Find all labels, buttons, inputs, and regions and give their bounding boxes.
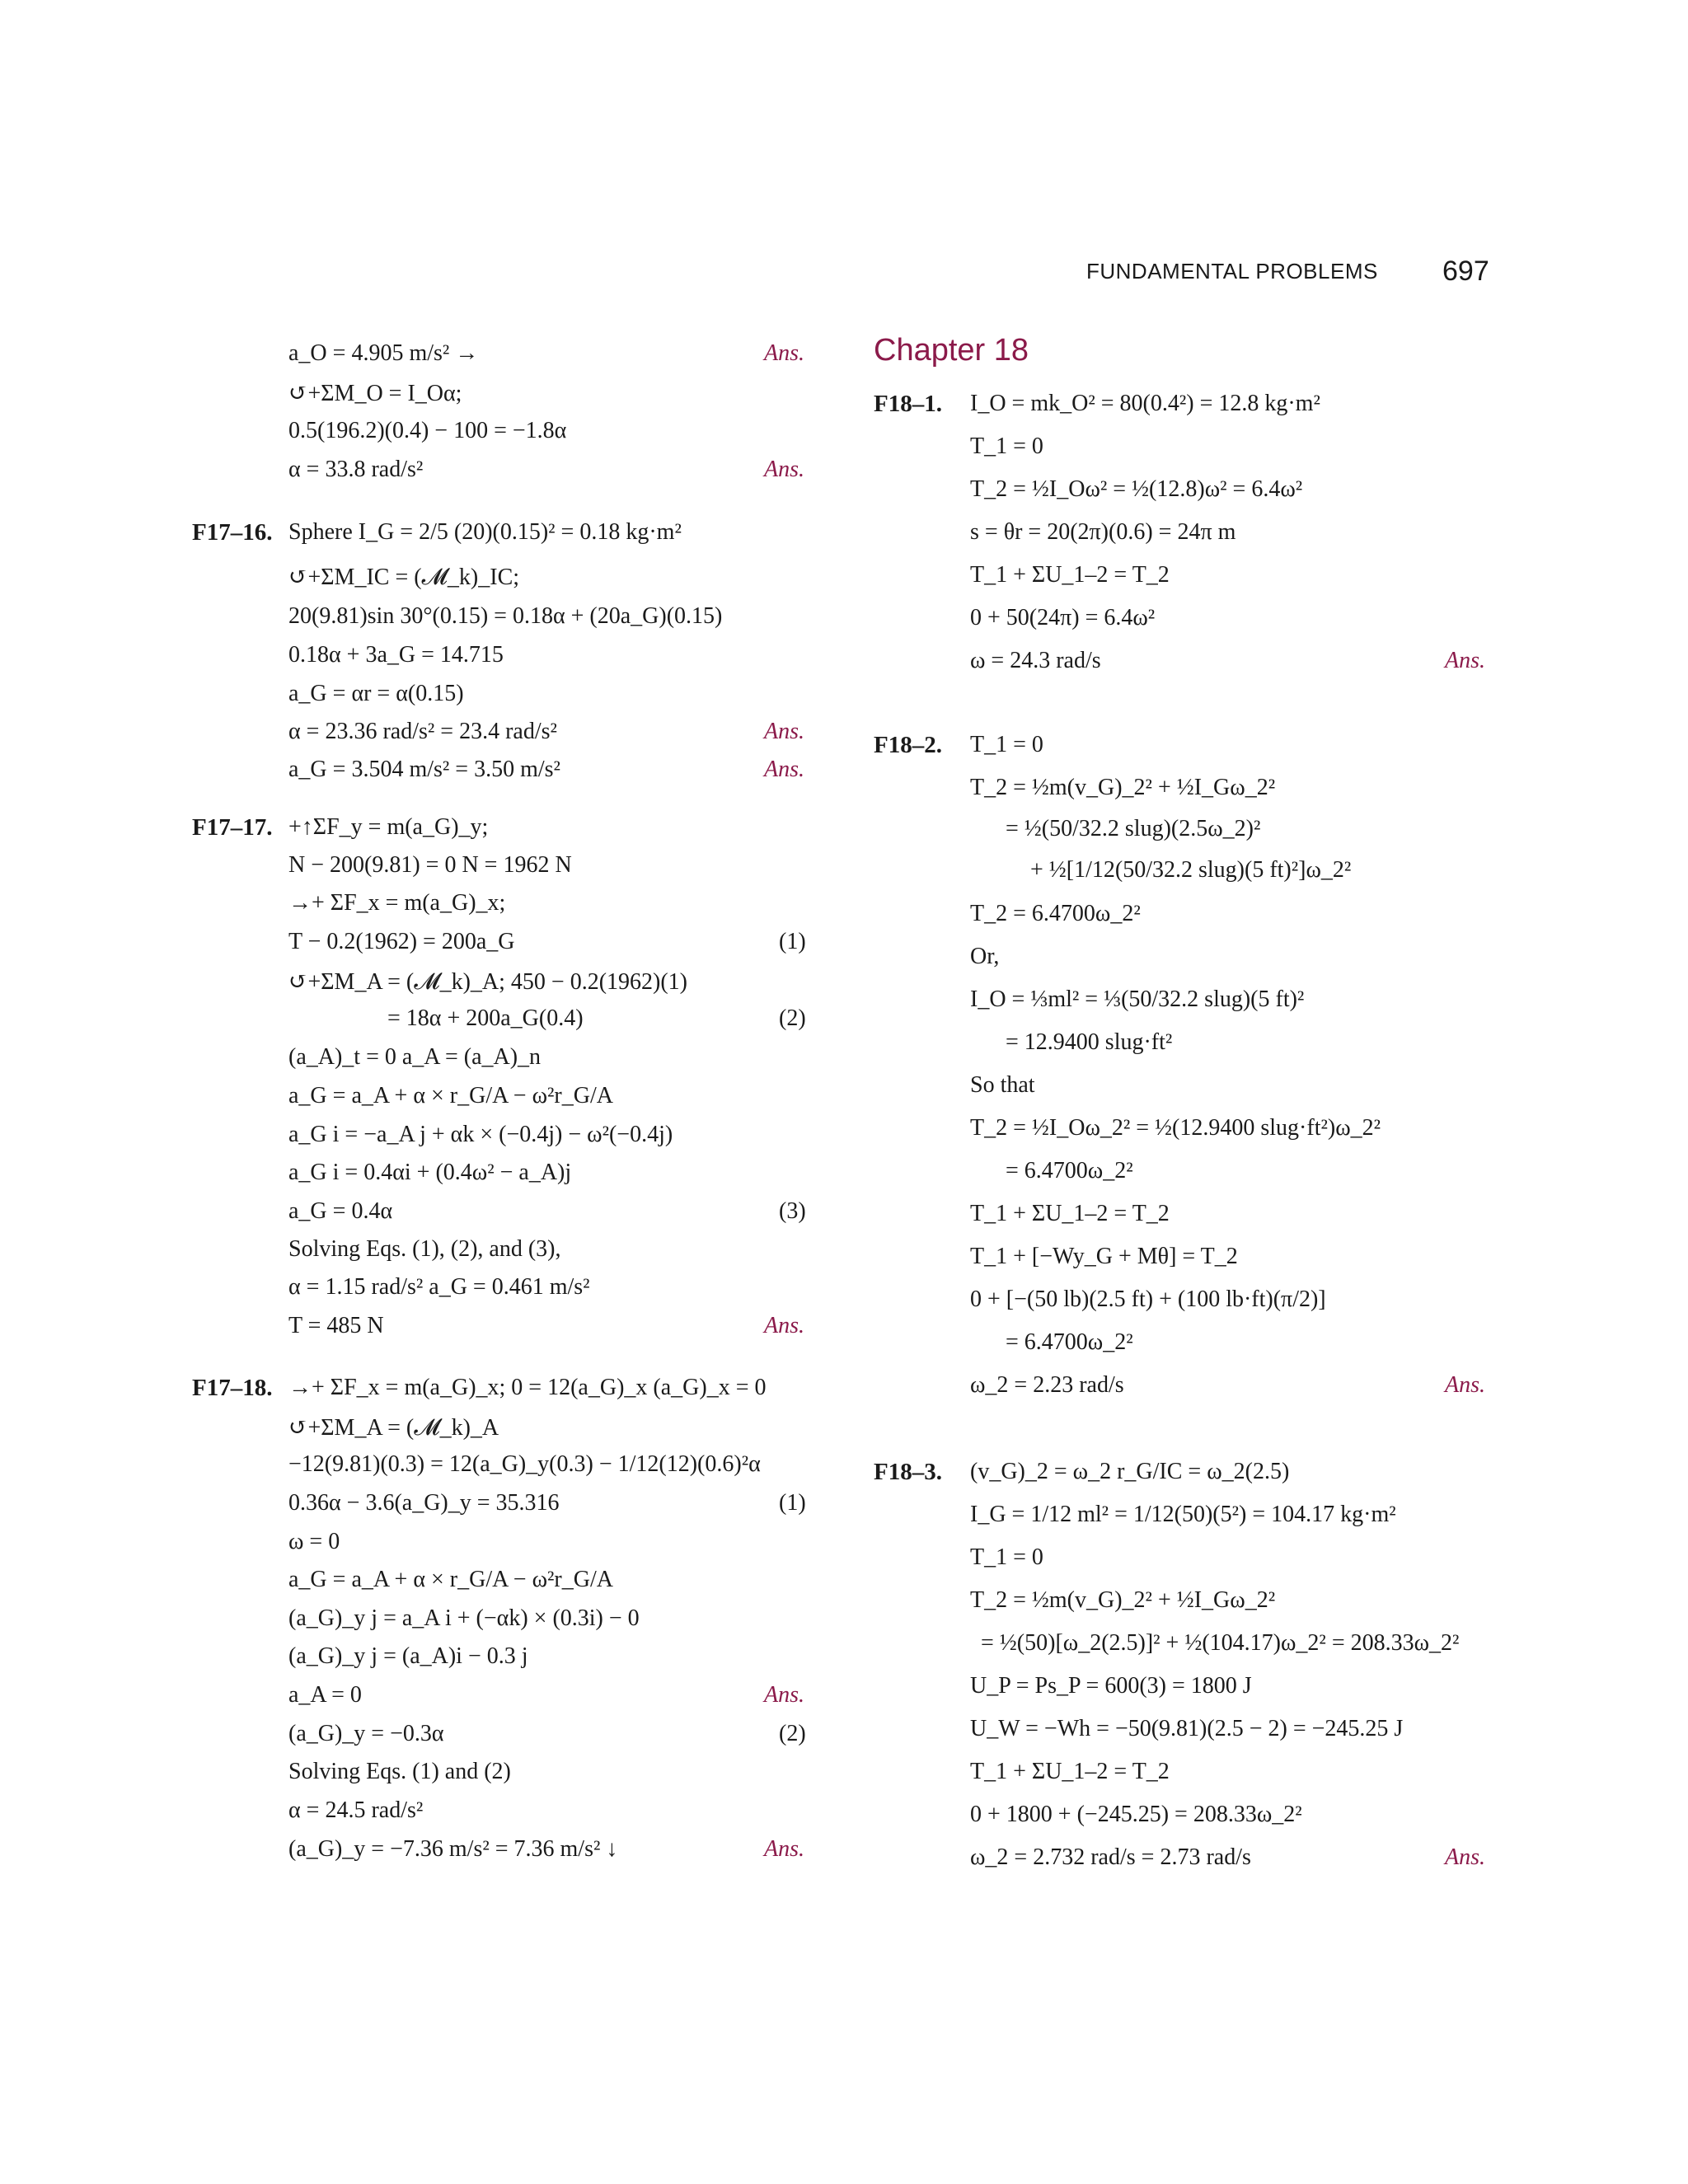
chapter-heading: Chapter 18 (874, 333, 1029, 368)
equation-line: α = 24.5 rad/s² (288, 1797, 424, 1823)
problem-label: F17–18. (192, 1375, 273, 1401)
answer-marker: Ans. (764, 340, 804, 366)
equation-line: →+ ΣF_x = m(a_G)_x; 0 = 12(a_G)_x (a_G)_x = 0 (288, 1375, 767, 1400)
equation-line: U_P = Ps_P = 600(3) = 1800 J (970, 1673, 1252, 1699)
equation-number: (1) (779, 929, 806, 954)
equation-line: = 18α + 200a_G(0.4) (387, 1005, 584, 1031)
running-header: FUNDAMENTAL PROBLEMS (1086, 259, 1378, 284)
answer-marker: Ans. (764, 1682, 804, 1708)
problem-label: F18–3. (874, 1459, 942, 1485)
equation-line: α = 1.15 rad/s² a_G = 0.461 m/s² (288, 1274, 590, 1300)
equation-line: I_O = mk_O² = 80(0.4²) = 12.8 kg·m² (970, 391, 1320, 416)
equation-line: = 6.4700ω_2² (1006, 1329, 1133, 1355)
equation-line: s = θr = 20(2π)(0.6) = 24π m (970, 519, 1236, 545)
equation-number: (3) (779, 1198, 806, 1224)
equation-line: T_1 = 0 (970, 1544, 1043, 1570)
equation-line: (v_G)_2 = ω_2 r_G/IC = ω_2(2.5) (970, 1459, 1290, 1484)
equation-line: a_G = a_A + α × r_G/A − ω²r_G/A (288, 1567, 613, 1592)
equation-line: a_O = 4.905 m/s² → (288, 340, 479, 366)
equation-line: a_A = 0 (288, 1682, 362, 1708)
equation-line: T_2 = ½I_Oω_2² = ½(12.9400 slug·ft²)ω_2² (970, 1115, 1381, 1141)
answer-marker: Ans. (764, 757, 804, 782)
equation-line: Sphere I_G = 2/5 (20)(0.15)² = 0.18 kg·m² (288, 519, 682, 545)
equation-line: ω = 24.3 rad/s (970, 648, 1101, 673)
equation-line: T − 0.2(1962) = 200a_G (288, 929, 515, 954)
equation-line: a_G i = 0.4αi + (0.4ω² − a_A)j (288, 1160, 572, 1185)
equation-line: = 12.9400 slug·ft² (1006, 1029, 1173, 1055)
equation-line: = ½(50/32.2 slug)(2.5ω_2)² (1006, 816, 1261, 841)
equation-line: I_O = ⅓ml² = ⅓(50/32.2 slug)(5 ft)² (970, 987, 1305, 1012)
equation-line: 0.18α + 3a_G = 14.715 (288, 642, 504, 668)
problem-label: F18–2. (874, 732, 942, 758)
equation-line: a_G i = −a_A j + αk × (−0.4j) − ω²(−0.4j) (288, 1122, 673, 1147)
equation-line: (a_G)_y = −7.36 m/s² = 7.36 m/s² ↓ (288, 1836, 618, 1862)
equation-line: ω_2 = 2.23 rad/s (970, 1372, 1124, 1398)
equation-line: a_G = a_A + α × r_G/A − ω²r_G/A (288, 1083, 613, 1108)
page-number: 697 (1442, 255, 1489, 287)
equation-line: ↺+ΣM_A = (𝓜_k)_A; 450 − 0.2(1962)(1) (288, 969, 688, 995)
equation-line: (a_G)_y j = a_A i + (−αk) × (0.3i) − 0 (288, 1605, 640, 1631)
equation-line: T = 485 N (288, 1313, 384, 1338)
equation-line: = 6.4700ω_2² (1006, 1158, 1133, 1183)
equation-line: T_2 = ½m(v_G)_2² + ½I_Gω_2² (970, 1587, 1276, 1613)
answer-marker: Ans. (764, 719, 804, 744)
equation-line: + ½[1/12(50/32.2 slug)(5 ft)²]ω_2² (1030, 857, 1352, 883)
problem-label: F18–1. (874, 391, 942, 417)
equation-line: α = 33.8 rad/s² (288, 457, 424, 482)
problem-label: F17–16. (192, 519, 273, 546)
answer-marker: Ans. (1445, 1372, 1485, 1398)
equation-line: +↑ΣF_y = m(a_G)_y; (288, 814, 489, 840)
answer-marker: Ans. (764, 1313, 804, 1338)
equation-line: Or, (970, 944, 1000, 969)
equation-line: 0.5(196.2)(0.4) − 100 = −1.8α (288, 418, 567, 443)
equation-line: T_1 = 0 (970, 434, 1043, 459)
equation-line: U_W = −Wh = −50(9.81)(2.5 − 2) = −245.25 J (970, 1716, 1404, 1741)
equation-line: T_1 + ΣU_1–2 = T_2 (970, 562, 1170, 588)
equation-line: 20(9.81)sin 30°(0.15) = 0.18α + (20a_G)(0.15) (288, 603, 723, 629)
equation-line: T_2 = ½I_Oω² = ½(12.8)ω² = 6.4ω² (970, 476, 1303, 502)
answer-marker: Ans. (1445, 1844, 1485, 1870)
equation-line: →+ ΣF_x = m(a_G)_x; (288, 890, 506, 916)
equation-line: (a_G)_y = −0.3α (288, 1721, 444, 1746)
answer-marker: Ans. (764, 457, 804, 482)
equation-line: Solving Eqs. (1), (2), and (3), (288, 1236, 561, 1262)
equation-line: ω = 0 (288, 1529, 340, 1554)
equation-line: (a_A)_t = 0 a_A = (a_A)_n (288, 1044, 542, 1070)
equation-line: 0 + [−(50 lb)(2.5 ft) + (100 lb·ft)(π/2)] (970, 1286, 1326, 1312)
equation-line: −12(9.81)(0.3) = 12(a_G)_y(0.3) − 1/12(12)(0.6)²α (288, 1451, 761, 1477)
equation-number: (1) (779, 1490, 806, 1516)
equation-line: T_1 + ΣU_1–2 = T_2 (970, 1759, 1170, 1784)
equation-line: a_G = 3.504 m/s² = 3.50 m/s² (288, 757, 560, 782)
equation-line: T_1 + [−Wy_G + Mθ] = T_2 (970, 1244, 1238, 1269)
equation-line: (a_G)_y j = (a_A)i − 0.3 j (288, 1643, 528, 1669)
equation-line: I_G = 1/12 ml² = 1/12(50)(5²) = 104.17 kg·m² (970, 1502, 1396, 1527)
answer-marker: Ans. (1445, 648, 1485, 673)
equation-line: T_2 = 6.4700ω_2² (970, 901, 1141, 926)
equation-line: α = 23.36 rad/s² = 23.4 rad/s² (288, 719, 557, 744)
equation-line: 0.36α − 3.6(a_G)_y = 35.316 (288, 1490, 560, 1516)
equation-line: T_2 = ½m(v_G)_2² + ½I_Gω_2² (970, 775, 1276, 800)
equation-line: Solving Eqs. (1) and (2) (288, 1759, 511, 1784)
equation-line: ω_2 = 2.732 rad/s = 2.73 rad/s (970, 1844, 1251, 1870)
problem-label: F17–17. (192, 814, 273, 841)
equation-number: (2) (779, 1005, 806, 1031)
equation-line: 0 + 1800 + (−245.25) = 208.33ω_2² (970, 1802, 1302, 1827)
equation-line: ↺+ΣM_O = I_Oα; (288, 381, 462, 406)
equation-line: 0 + 50(24π) = 6.4ω² (970, 605, 1156, 630)
equation-line: a_G = 0.4α (288, 1198, 393, 1224)
equation-line: So that (970, 1072, 1035, 1098)
equation-line: T_1 + ΣU_1–2 = T_2 (970, 1201, 1170, 1226)
equation-line: a_G = αr = α(0.15) (288, 681, 464, 706)
equation-line: ↺+ΣM_A = (𝓜_k)_A (288, 1415, 499, 1441)
answer-marker: Ans. (764, 1836, 804, 1862)
equation-line: ↺+ΣM_IC = (𝓜_k)_IC; (288, 565, 520, 590)
equation-number: (2) (779, 1721, 806, 1746)
equation-line: N − 200(9.81) = 0 N = 1962 N (288, 852, 572, 878)
equation-line: T_1 = 0 (970, 732, 1043, 757)
equation-line: = ½(50)[ω_2(2.5)]² + ½(104.17)ω_2² = 208.33ω_2² (981, 1630, 1460, 1656)
